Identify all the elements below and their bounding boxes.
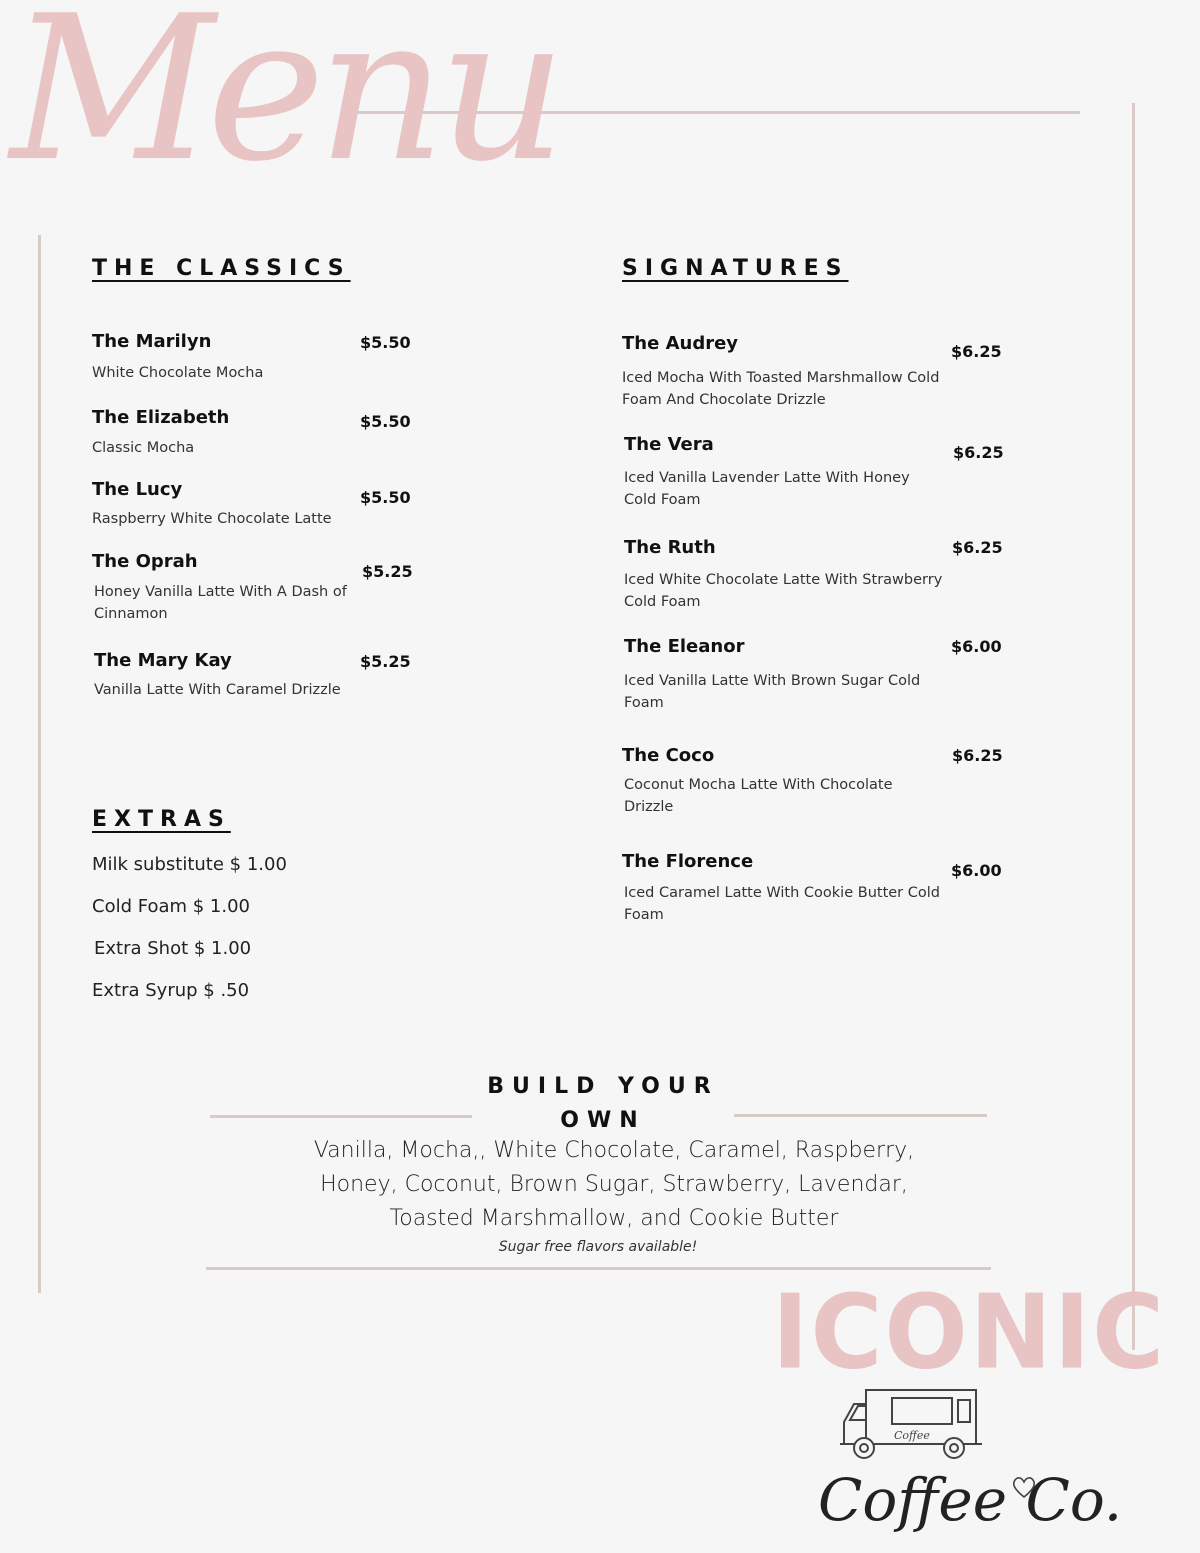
classics-item-price: $5.50 xyxy=(360,333,411,352)
extra-item: Milk substitute $ 1.00 xyxy=(92,854,287,875)
signature-item-name: The Eleanor xyxy=(624,636,745,657)
signature-item-desc: Iced Mocha With Toasted Marshmallow Cold Foam And Chocolate Drizzle xyxy=(622,370,940,408)
right-vertical-rule xyxy=(1132,103,1135,1350)
signature-item-price: $6.25 xyxy=(952,538,1003,557)
signature-item-name: The Audrey xyxy=(622,333,739,354)
signature-item-name: The Coco xyxy=(622,745,715,766)
signature-item-price: $6.25 xyxy=(951,342,1002,361)
byo-left-rule xyxy=(210,1115,472,1118)
classics-item-desc: Raspberry White Chocolate Latte xyxy=(92,511,332,527)
signature-item-name: The Vera xyxy=(624,434,714,455)
signature-item-desc: Coconut Mocha Latte With Chocolate Drizzle xyxy=(624,777,893,815)
signature-item-price: $6.25 xyxy=(952,746,1003,765)
brand-tagline: Coffee Co. xyxy=(818,1466,1123,1534)
menu-title: Menu xyxy=(10,0,559,206)
left-vertical-rule xyxy=(38,235,41,1293)
classics-item-price: $5.25 xyxy=(360,652,411,671)
classics-item-price: $5.50 xyxy=(360,412,411,431)
classics-item-name: The Lucy xyxy=(92,479,183,500)
extra-item: Extra Shot $ 1.00 xyxy=(94,938,252,959)
signatures-title: SIGNATURES xyxy=(622,256,849,281)
classics-item-name: The Elizabeth xyxy=(92,407,230,428)
coffee-truck-icon xyxy=(836,1382,986,1467)
classics-item-price: $5.25 xyxy=(362,562,413,581)
classics-item-name: The Marilyn xyxy=(92,331,212,352)
byo-right-rule xyxy=(734,1114,987,1117)
classics-item-name: The Mary Kay xyxy=(94,650,232,671)
extras-title: EXTRAS xyxy=(92,807,231,832)
byo-bottom-rule xyxy=(206,1267,991,1270)
brand-name: ICONIC xyxy=(772,1273,1167,1393)
byo-title-line2: OWN xyxy=(560,1108,646,1133)
signature-item-desc: Iced Vanilla Lavender Latte With Honey Cold Foam xyxy=(624,470,910,508)
signature-item-price: $6.00 xyxy=(951,637,1002,656)
byo-flavors: Vanilla, Mocha,, White Chocolate, Caramel, Raspberry, Honey, Coconut, Brown Sugar, Strawberry, Lavendar, Toasted Marshmallow, and Cookie Butter xyxy=(313,1138,915,1231)
heart-icon xyxy=(1010,1474,1038,1500)
classics-item-price: $5.50 xyxy=(360,488,411,507)
extra-item: Extra Syrup $ .50 xyxy=(92,980,250,1001)
signature-item-desc: Iced White Chocolate Latte With Strawberry Cold Foam xyxy=(624,572,943,610)
signature-item-desc: Iced Vanilla Latte With Brown Sugar Cold Foam xyxy=(624,673,921,711)
signature-item-price: $6.00 xyxy=(951,861,1002,880)
truck-label: Coffee xyxy=(894,1429,930,1442)
signature-item-desc: Iced Caramel Latte With Cookie Butter Cold Foam xyxy=(624,885,940,923)
classics-item-desc: Classic Mocha xyxy=(92,440,195,456)
signature-item-price: $6.25 xyxy=(953,443,1004,462)
signature-item-name: The Ruth xyxy=(624,537,716,558)
byo-title-line1: BUILD YOUR xyxy=(487,1074,719,1099)
extra-item: Cold Foam $ 1.00 xyxy=(92,896,250,917)
classics-title: THE CLASSICS xyxy=(92,256,351,281)
byo-note: Sugar free flavors available! xyxy=(498,1239,698,1255)
classics-item-desc: Vanilla Latte With Caramel Drizzle xyxy=(94,682,341,698)
signature-item-name: The Florence xyxy=(622,851,754,872)
classics-item-name: The Oprah xyxy=(92,551,198,572)
classics-item-desc: Honey Vanilla Latte With A Dash of Cinnamon xyxy=(94,584,347,622)
classics-item-desc: White Chocolate Mocha xyxy=(92,365,264,381)
